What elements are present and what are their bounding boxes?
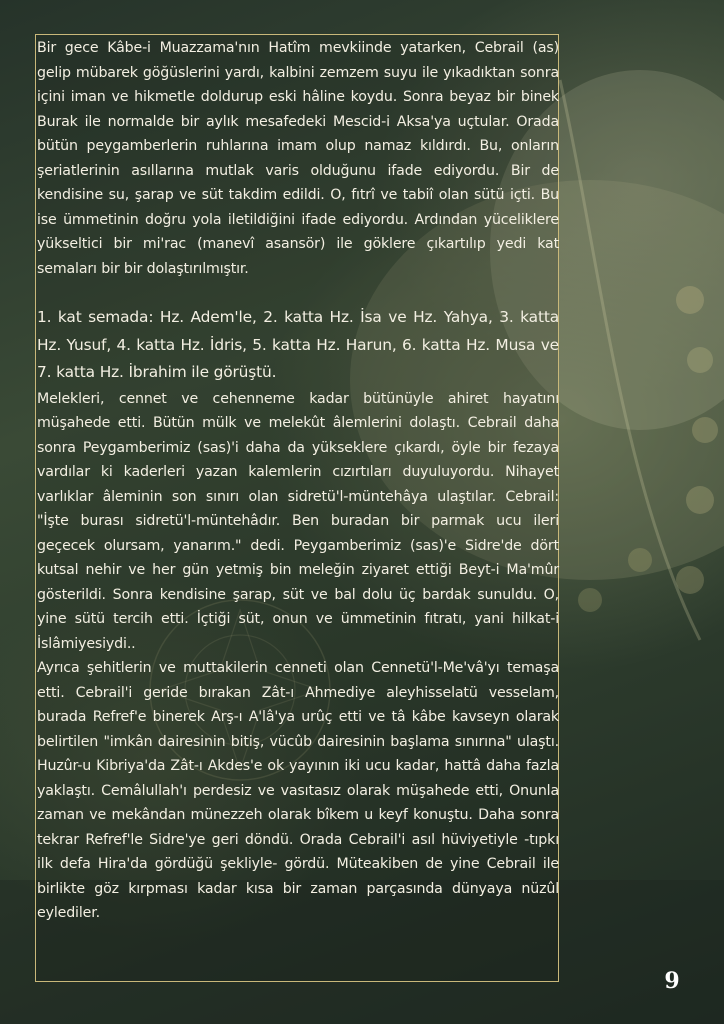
- prayer-bead-3: [692, 417, 718, 443]
- paragraph-isra-night: Bir gece Kâbe-i Muazzama'nın Hatîm mevkiinde yatarken, Cebrail (as) gelip mübarek göğüslerini yardı, kalbini zemzem suyu ile yıkadıktan sonra içini iman ve hikmetle doldurup eski hâline koydu. Sonra beyaz bir binek Burak ile normalde bir aylık mesafedeki Mescid-i Aksa'ya uçtular. Orada bütün peygamberlerin ruhlarına imam olup namaz kıldırdı. Bu, onların şeriatlerinin asıllarına mutlak varis olduğunu ifade ediyordu. Bir de kendisine su, şarap ve süt takdim edildi. O, fıtrî ve tabiî olan sütü içti. Bu ise ümmetinin doğru yola iletildiğini ifade ediyordu. Ardından yüceliklere yükseltici bir mi'rac (manevî asansör) ile göklere çıkartılıp yedi kat semaları bir bir dolaştırılmıştır.: [37, 40, 559, 277]
- prayer-bead-2: [687, 347, 713, 373]
- prayer-bead-7: [578, 588, 602, 612]
- paragraph-sidratul-muntaha: Melekleri, cennet ve cehenneme kadar bütünüyle ahiret hayatını müşahede etti. Bütün mülk ve melekût âlemlerini dolaştı. Cebrail daha sonra Peygamberimiz (sas)'i daha da yükseklere çıkardı, öyle bir fezaya vardılar ki kaderleri yazan kalemlerin cızırtıları duyuluyordu. Nihayet varlıklar âleminin son sınırı olan sidretü'l-müntehâya ulaştılar. Cebrail: "İşte burası sidretü'l-müntehâdır. Ben buradan bir parmak ucu ileri geçecek olursam, yanarım." dedi. Peygamberimiz (sas)'e Sidre'de dört kutsal nehir ve her gün yetmiş bin meleğin ziyaret ettiği Beyt-i Ma'mûr gösterildi. Sonra kendisine şarap, süt ve bal dolu üç bardak sunuldu. O, yine sütü tercih etti. İçtiği süt, onun ve ümmetinin fıtratı, yani hilkat-i İslâmiyesiydi..: [37, 390, 559, 652]
- paragraph-cennetul-mewa: Ayrıca şehitlerin ve muttakilerin cenneti olan Cennetü'l-Me'vâ'yı temaşa etti. Cebrail'i geride bırakan Zât-ı Ahmediye aleyhisselatü vesselam, burada Refref'e binerek Arş-ı A'lâ'ya urûç etti ve tâ kâbe kavseyn olarak belirtilen "imkân dairesinin bitiş, vücûb dairesinin başlama sınırına" ulaştı. Huzûr-u Kibriya'da Zât-ı Akdes'e ok yayının iki ucu kadar, hattâ daha fazla yaklaştı. Cemâlullah'ı perdesiz ve vasıtasız olarak müşahede etti, Onunla zaman ve mekândan münezzeh olarak bîkem u keyf konuştu. Daha sonra tekrar Refref'le Sidre'ye geri döndü. Orada Cebrail'i asıl hüviyetiyle -tıpkı ilk defa Hira'da gördüğü şekliyle- gördü. Müteakiben de yine Cebrail ile birlikte göz kırpması kadar kısa bir zaman parçasında dünyaya nüzûl eylediler.: [37, 660, 559, 921]
- prayer-bead-4: [686, 486, 714, 514]
- page-number: 9: [664, 968, 680, 994]
- article-body: [37, 36, 559, 926]
- prayer-bead-5: [676, 566, 704, 594]
- paragraph-seven-heavens: 1. kat semada: Hz. Adem'le, 2. katta Hz. İsa ve Hz. Yahya, 3. katta Hz. Yusuf, 4. katta Hz. İdris, 5. katta Hz. Harun, 6. katta Hz. Musa ve 7. katta Hz. İbrahim ile görüştü.: [37, 308, 559, 381]
- prayer-bead-1: [676, 286, 704, 314]
- prayer-bead-6: [628, 548, 652, 572]
